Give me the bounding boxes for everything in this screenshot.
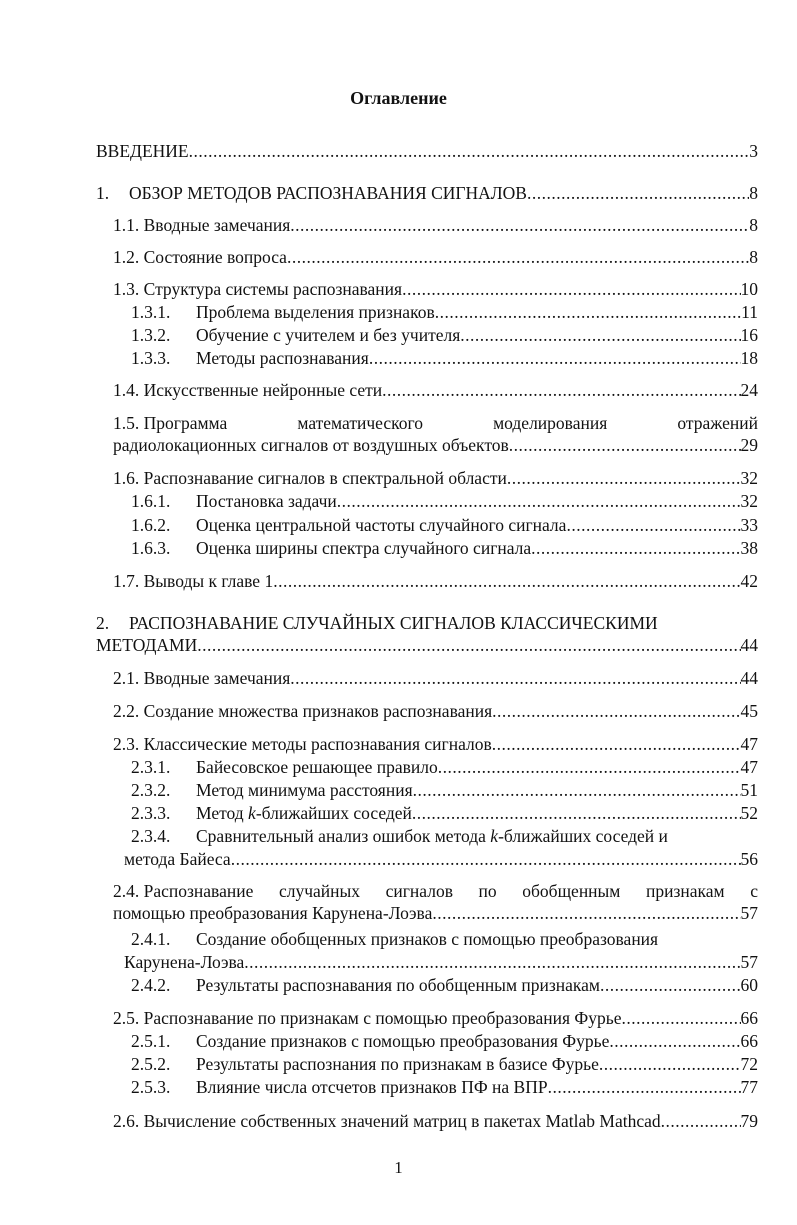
toc-page-number: 3: [749, 141, 758, 161]
toc-subsection-number: 1.3.1.: [131, 302, 171, 322]
toc-page-number: 38: [740, 538, 758, 558]
toc-entry-1-2[interactable]: [113, 246, 758, 268]
toc-page-number: 10: [740, 279, 758, 299]
toc-entry-text: ВВЕДЕНИЕ: [96, 141, 189, 161]
toc-entry-2-5-3[interactable]: [131, 1076, 758, 1098]
toc-entry-text: метода Байеса: [124, 849, 231, 869]
toc-entry-text: 1.3. Структура системы распознавания: [113, 279, 403, 299]
page-title: Оглавление: [350, 88, 447, 108]
toc-entry-2-4[interactable]: [113, 880, 758, 924]
toc-page-number: 29: [740, 435, 758, 455]
toc-page-number: 66: [740, 1008, 758, 1028]
toc-entry-text: РАСПОЗНАВАНИЕ СЛУЧАЙНЫХ СИГНАЛОВ КЛАССИЧЕСКИМИ: [129, 613, 658, 633]
toc-entry-1-6-1[interactable]: [131, 490, 758, 512]
toc-dot-leader: [661, 1110, 741, 1132]
toc-chapter-number: 2.: [96, 613, 110, 633]
toc-page-number: 24: [740, 380, 758, 400]
toc-page-number: 47: [740, 757, 758, 777]
toc-subsection-number: 2.5.3.: [131, 1077, 171, 1097]
toc-entry-text: обобщенным: [522, 881, 621, 901]
toc-dot-leader: [527, 182, 749, 204]
toc-entry-text: Проблема выделения признаков: [196, 302, 435, 322]
toc-entry-text: моделирования: [493, 413, 608, 433]
toc-dot-leader: [244, 951, 740, 973]
toc-entry-1-7[interactable]: [113, 570, 758, 592]
toc-dot-leader: [290, 214, 749, 236]
toc-entry-text: Сравнительный анализ ошибок метода: [196, 826, 491, 846]
toc-dot-leader: [337, 490, 741, 512]
toc-entry-2-4-2[interactable]: [131, 974, 758, 996]
toc-dot-leader: [369, 347, 741, 369]
toc-subsection-number: 1.3.3.: [131, 348, 171, 368]
toc-entry-text: Методы распознавания: [196, 348, 369, 368]
toc-entry-text: 2.5. Распознавание по признакам с помощью преобразования Фурье: [113, 1008, 622, 1028]
toc-entry-1-3[interactable]: [113, 278, 758, 300]
toc-entry-2-2[interactable]: [113, 700, 758, 722]
toc-dot-leader: [609, 1030, 740, 1052]
toc-page-number: 72: [740, 1054, 758, 1074]
toc-entry-2-3-1[interactable]: [131, 756, 758, 778]
toc-dot-leader: [460, 324, 740, 346]
toc-entry-text: Постановка задачи: [196, 491, 337, 511]
toc-page-number: 47: [740, 734, 758, 754]
toc-entry-text: отражений: [677, 413, 758, 433]
toc-entry-1-6[interactable]: [113, 467, 758, 489]
toc-page-number: 56: [740, 849, 758, 869]
toc-subsection-number: 2.5.2.: [131, 1054, 171, 1074]
toc-page-number: 8: [749, 247, 758, 267]
toc-entry-2-3-3[interactable]: [131, 802, 758, 824]
toc-subsection-number: 1.3.2.: [131, 325, 171, 345]
toc-dot-leader: [492, 733, 741, 755]
toc-dot-leader: [531, 537, 740, 559]
toc-entry-text: 2.6. Вычисление собственных значений матриц в пакетах Matlab Mathcad: [113, 1111, 661, 1131]
toc-subsection-number: 1.6.1.: [131, 491, 171, 511]
toc-page-number: 11: [741, 302, 758, 322]
toc-entry-text: случайных: [278, 881, 361, 901]
toc-entry-text: помощью преобразования Карунена-Лоэва: [113, 903, 433, 923]
toc-page-number: 32: [740, 468, 758, 488]
toc-entry-2-5-1[interactable]: [131, 1030, 758, 1052]
toc-chapter-number: 1.: [96, 183, 110, 203]
toc-subsection-number: 2.3.4.: [131, 826, 171, 846]
toc-entry-2-3[interactable]: [113, 733, 758, 755]
toc-subsection-number: 2.3.2.: [131, 780, 171, 800]
toc-subsection-number: 1.6.2.: [131, 515, 171, 535]
toc-subsection-number: 2.3.1.: [131, 757, 171, 777]
toc-entry-1-3-1[interactable]: [131, 301, 758, 323]
toc-entry-text: k: [248, 803, 256, 823]
toc-dot-leader: [197, 634, 740, 656]
toc-page-number: 51: [740, 780, 758, 800]
toc-page-number: 60: [740, 975, 758, 995]
toc-entry-2-3-4-cont[interactable]: [124, 848, 758, 870]
toc-dot-leader: [622, 1007, 741, 1029]
toc-entry-1-1[interactable]: [113, 214, 758, 236]
toc-entry-2-4-1[interactable]: [131, 928, 758, 950]
toc-entry-text: 1.7. Выводы к главе 1: [113, 571, 274, 591]
toc-page-number: 8: [749, 215, 758, 235]
toc-entry-text: -ближайших соседей и: [498, 826, 668, 846]
toc-entry-1-6-2[interactable]: [131, 514, 758, 536]
toc-dot-leader: [507, 467, 741, 489]
toc-dot-leader: [600, 974, 741, 996]
toc-entry-text: -ближайших соседей: [255, 803, 412, 823]
toc-entry-text: математического: [297, 413, 423, 433]
toc-entry-text: Метод минимума расстояния: [196, 780, 413, 800]
toc-entry-text: 2.1. Вводные замечания: [113, 668, 291, 688]
toc-dot-leader: [412, 802, 741, 824]
toc-entry-text: сигналов: [385, 881, 453, 901]
toc-entry-text: 1.6. Распознавание сигналов в спектральной области: [113, 468, 507, 488]
toc-entry-text: k: [490, 826, 499, 846]
toc-entry-text: 1.5. Программа: [113, 413, 228, 433]
toc-entry-intro[interactable]: [96, 140, 758, 162]
toc-entry-text: Оценка центральной частоты случайного сигнала: [196, 515, 567, 535]
toc-subsection-number: 2.4.2.: [131, 975, 171, 995]
toc-entry-1-3-3[interactable]: [131, 347, 758, 369]
toc-dot-leader: [290, 667, 740, 689]
toc-entry-1-6-3[interactable]: [131, 537, 758, 559]
toc-dot-leader: [231, 848, 741, 870]
toc-entry-text: 2.3. Классические методы распознавания сигналов: [113, 734, 492, 754]
toc-page-number: 44: [740, 668, 758, 688]
toc-entry-text: с: [750, 881, 758, 901]
toc-dot-leader: [509, 434, 741, 456]
toc-page-number: 66: [740, 1031, 758, 1051]
toc-entry-2-5[interactable]: [113, 1007, 758, 1029]
toc-dot-leader: [287, 246, 749, 268]
toc-subsection-number: 1.6.3.: [131, 538, 171, 558]
toc-entry-text: 2.2. Создание множества признаков распознавания: [113, 701, 493, 721]
toc-entry-text: Результаты распознания по признакам в базисе Фурье: [196, 1054, 599, 1074]
toc-entry-text: 1.1. Вводные замечания: [113, 215, 291, 235]
toc-entry-text: Метод: [196, 803, 249, 823]
toc-entry-text: Результаты распознавания по обобщенным признакам: [196, 975, 600, 995]
toc-entry-2-3-2[interactable]: [131, 779, 758, 801]
toc-entry-text: 2.4. Распознавание: [113, 881, 254, 901]
toc-entry-chapter-2[interactable]: [96, 612, 758, 656]
toc-entry-2-4-1-cont[interactable]: [124, 951, 758, 973]
toc-entry-text: ОБЗОР МЕТОДОВ РАСПОЗНАВАНИЯ СИГНАЛОВ: [129, 183, 527, 203]
toc-dot-leader: [189, 140, 750, 162]
toc-entry-text: Создание обобщенных признаков с помощью преобразования: [196, 929, 659, 949]
toc-page-number: 57: [740, 952, 758, 972]
toc-entry-2-6[interactable]: [113, 1110, 758, 1132]
toc-entry-text: Карунена-Лоэва: [124, 952, 245, 972]
toc-page-number: 32: [740, 491, 758, 511]
toc-page-number: 79: [740, 1111, 758, 1131]
toc-dot-leader: [548, 1076, 741, 1098]
toc-entry-2-1[interactable]: [113, 667, 758, 689]
toc-entry-text: Оценка ширины спектра случайного сигнала: [196, 538, 532, 558]
toc-dot-leader: [402, 278, 740, 300]
toc-page-number: 16: [740, 325, 758, 345]
toc-entry-text: по: [478, 881, 497, 901]
toc-dot-leader: [599, 1053, 741, 1075]
toc-subsection-number: 2.5.1.: [131, 1031, 171, 1051]
toc-entry-chapter-1[interactable]: [96, 182, 758, 204]
toc-entry-1-4[interactable]: [113, 379, 758, 401]
toc-dot-leader: [273, 570, 740, 592]
toc-subsection-number: 2.4.1.: [131, 929, 171, 949]
toc-entry-text: Обучение с учителем и без учителя: [196, 325, 461, 345]
toc-page-number: 8: [749, 183, 758, 203]
toc-entry-text: признакам: [645, 881, 725, 901]
toc-subsection-number: 2.3.3.: [131, 803, 171, 823]
toc-entry-text: 1.4. Искусственные нейронные сети: [113, 380, 383, 400]
toc-entry-2-5-2[interactable]: [131, 1053, 758, 1075]
toc-dot-leader: [413, 779, 741, 801]
toc-entry-1-3-2[interactable]: [131, 324, 758, 346]
toc-page-number: 77: [740, 1077, 758, 1097]
toc-page-number: 42: [740, 571, 758, 591]
toc-page-number: 52: [740, 803, 758, 823]
toc-page-number: 33: [740, 515, 758, 535]
toc-dot-leader: [432, 902, 740, 924]
toc-entry-text: 1.2. Состояние вопроса: [113, 247, 287, 267]
toc-entry-text: МЕТОДАМИ: [96, 635, 198, 655]
toc-dot-leader: [566, 514, 740, 536]
toc-dot-leader: [435, 301, 741, 323]
toc-page-number: 57: [740, 903, 758, 923]
toc-entry-1-5[interactable]: [113, 412, 758, 456]
toc-page-number: 18: [740, 348, 758, 368]
toc-entry-text: Создание признаков с помощью преобразования Фурье: [196, 1031, 610, 1051]
toc-entry-text: радиолокационных сигналов от воздушных объектов: [113, 435, 509, 455]
toc-page-number: 44: [740, 635, 758, 655]
toc-entry-2-3-4[interactable]: [131, 825, 758, 847]
toc-entry-text: Влияние числа отсчетов признаков ПФ на ВПР: [196, 1077, 548, 1097]
page-number: 1: [394, 1158, 403, 1177]
toc-dot-leader: [382, 379, 740, 401]
toc-dot-leader: [438, 756, 741, 778]
toc-dot-leader: [492, 700, 740, 722]
toc-page-number: 45: [740, 701, 758, 721]
toc-entry-text: Байесовское решающее правило: [196, 757, 438, 777]
